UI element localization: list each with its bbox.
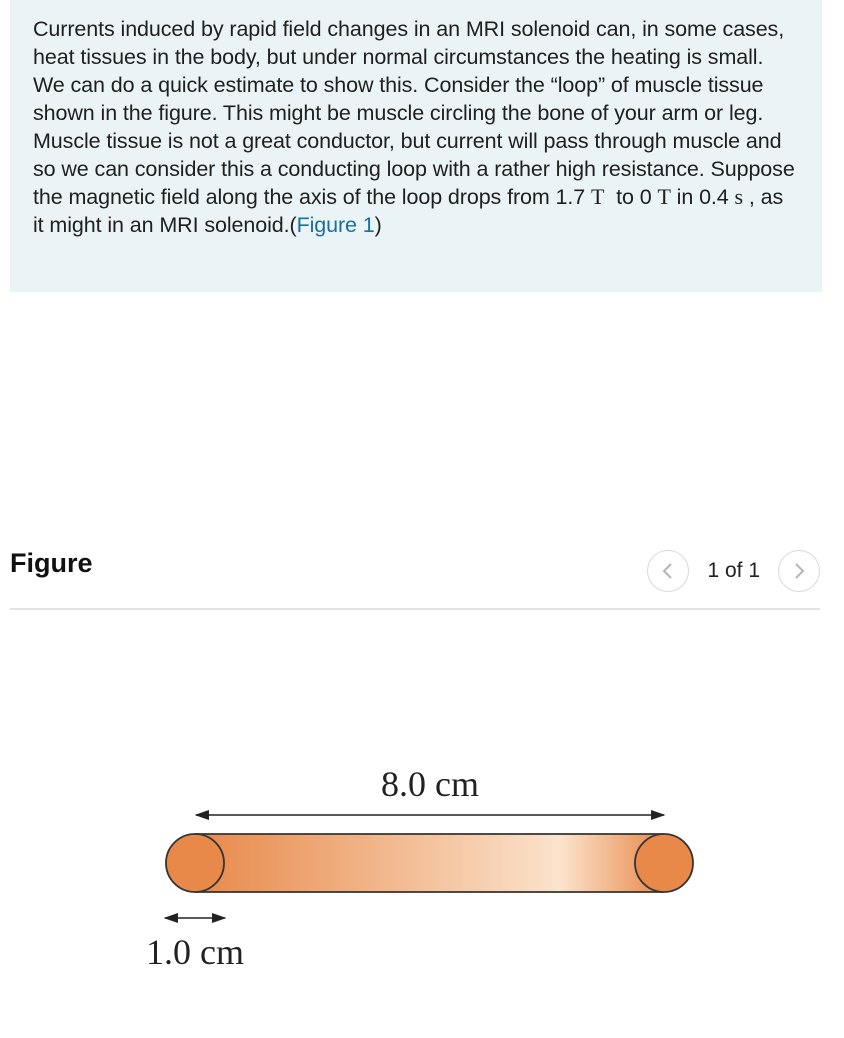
muscle-loop-diagram <box>0 610 844 1038</box>
tissue-body <box>195 834 664 892</box>
unit-tesla: T <box>591 184 605 209</box>
muscle-tissue-loop <box>166 834 693 892</box>
thickness-label: 1.0 cm <box>146 932 244 972</box>
prev-figure-button[interactable] <box>647 550 689 592</box>
problem-statement <box>10 0 822 292</box>
unit-tesla: T <box>657 184 671 209</box>
figure-link[interactable]: Figure 1 <box>296 213 375 237</box>
page-count: 1 of 1 <box>707 559 760 582</box>
figure-image <box>0 610 844 1038</box>
length-label: 8.0 cm <box>381 764 479 804</box>
right-cross-section <box>635 834 693 892</box>
problem-text: Currents induced by rapid field changes in an MRI solenoid can, in some cases, heat tissues in the body, but under normal circumstances the heating is small. We can do a quick estimate to show this. Consider the “loop” of muscle tissue shown in the figure. This might be muscle circling the bone of your arm or leg. Muscle tissue is not a great conductor, but current will pass through muscle and so we can consider this a conducting loop with a rather high resistance. Suppose the magnetic field along the axis of the loop drops from 1.7 T to 0 T in 0.4 s , as it might in an MRI solenoid.(Figure 1) <box>33 17 795 237</box>
left-cross-section <box>166 834 224 892</box>
figure-title: Figure <box>10 548 93 578</box>
chevron-left-icon <box>661 562 675 580</box>
next-figure-button[interactable] <box>778 550 820 592</box>
figure-header <box>10 540 820 610</box>
chevron-right-icon <box>792 562 806 580</box>
figure-pager <box>647 550 820 592</box>
unit-seconds: s <box>734 184 744 209</box>
